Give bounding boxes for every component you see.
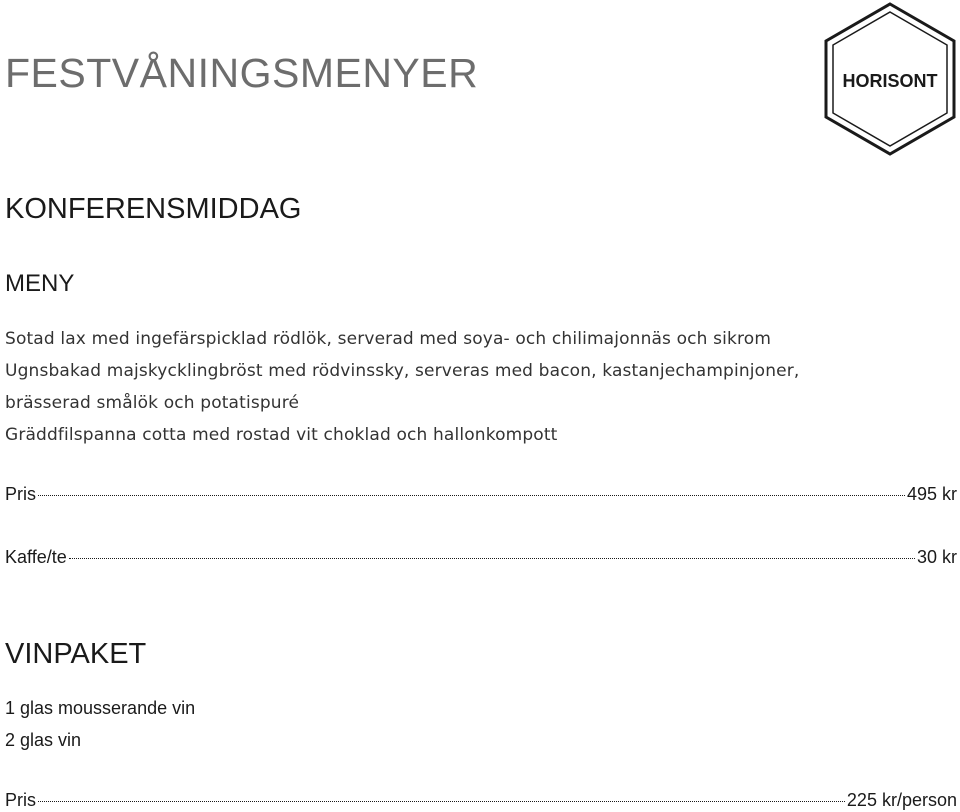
menu-list bbox=[5, 323, 799, 451]
logo-text: HORISONT bbox=[842, 71, 938, 91]
coffee-price-value: 30 kr bbox=[916, 547, 957, 567]
coffee-price-label: Kaffe/te bbox=[5, 547, 67, 567]
wine-line: 1 glas mousserande vin bbox=[5, 698, 196, 718]
menu-price-line bbox=[5, 484, 957, 505]
dot-leader bbox=[38, 495, 905, 496]
page-title: FESTVÅNINGSMENYER bbox=[5, 50, 479, 96]
dot-leader bbox=[69, 558, 915, 559]
horisont-logo bbox=[818, 0, 960, 160]
menu-line: Gräddfilspanna cotta med rostad vit choklad och hallonkompott bbox=[5, 425, 558, 445]
menu-line: brässerad smålök och potatispuré bbox=[5, 393, 300, 413]
coffee-price-line bbox=[5, 547, 957, 568]
menu-price-value: 495 kr bbox=[906, 484, 957, 504]
menu-price-label: Pris bbox=[5, 484, 36, 504]
conference-section-title: KONFERENSMIDDAG bbox=[5, 193, 302, 225]
hexagon-logo-icon bbox=[818, 0, 960, 160]
menu-line: Ugnsbakad majskycklingbröst med rödvinssky, serveras med bacon, kastanjechampinjoner, bbox=[5, 361, 800, 381]
wine-price-value: 225 kr/person bbox=[846, 790, 957, 810]
wine-list bbox=[5, 692, 195, 756]
wine-line: 2 glas vin bbox=[5, 730, 82, 750]
wine-price-label: Pris bbox=[5, 790, 36, 810]
menu-heading: MENY bbox=[5, 270, 75, 297]
dot-leader bbox=[38, 801, 845, 802]
menu-line: Sotad lax med ingefärspicklad rödlök, serverad med soya- och chilimajonnäs och sikrom bbox=[5, 329, 772, 349]
wine-section-title: VINPAKET bbox=[5, 638, 147, 670]
wine-price-line bbox=[5, 790, 957, 811]
